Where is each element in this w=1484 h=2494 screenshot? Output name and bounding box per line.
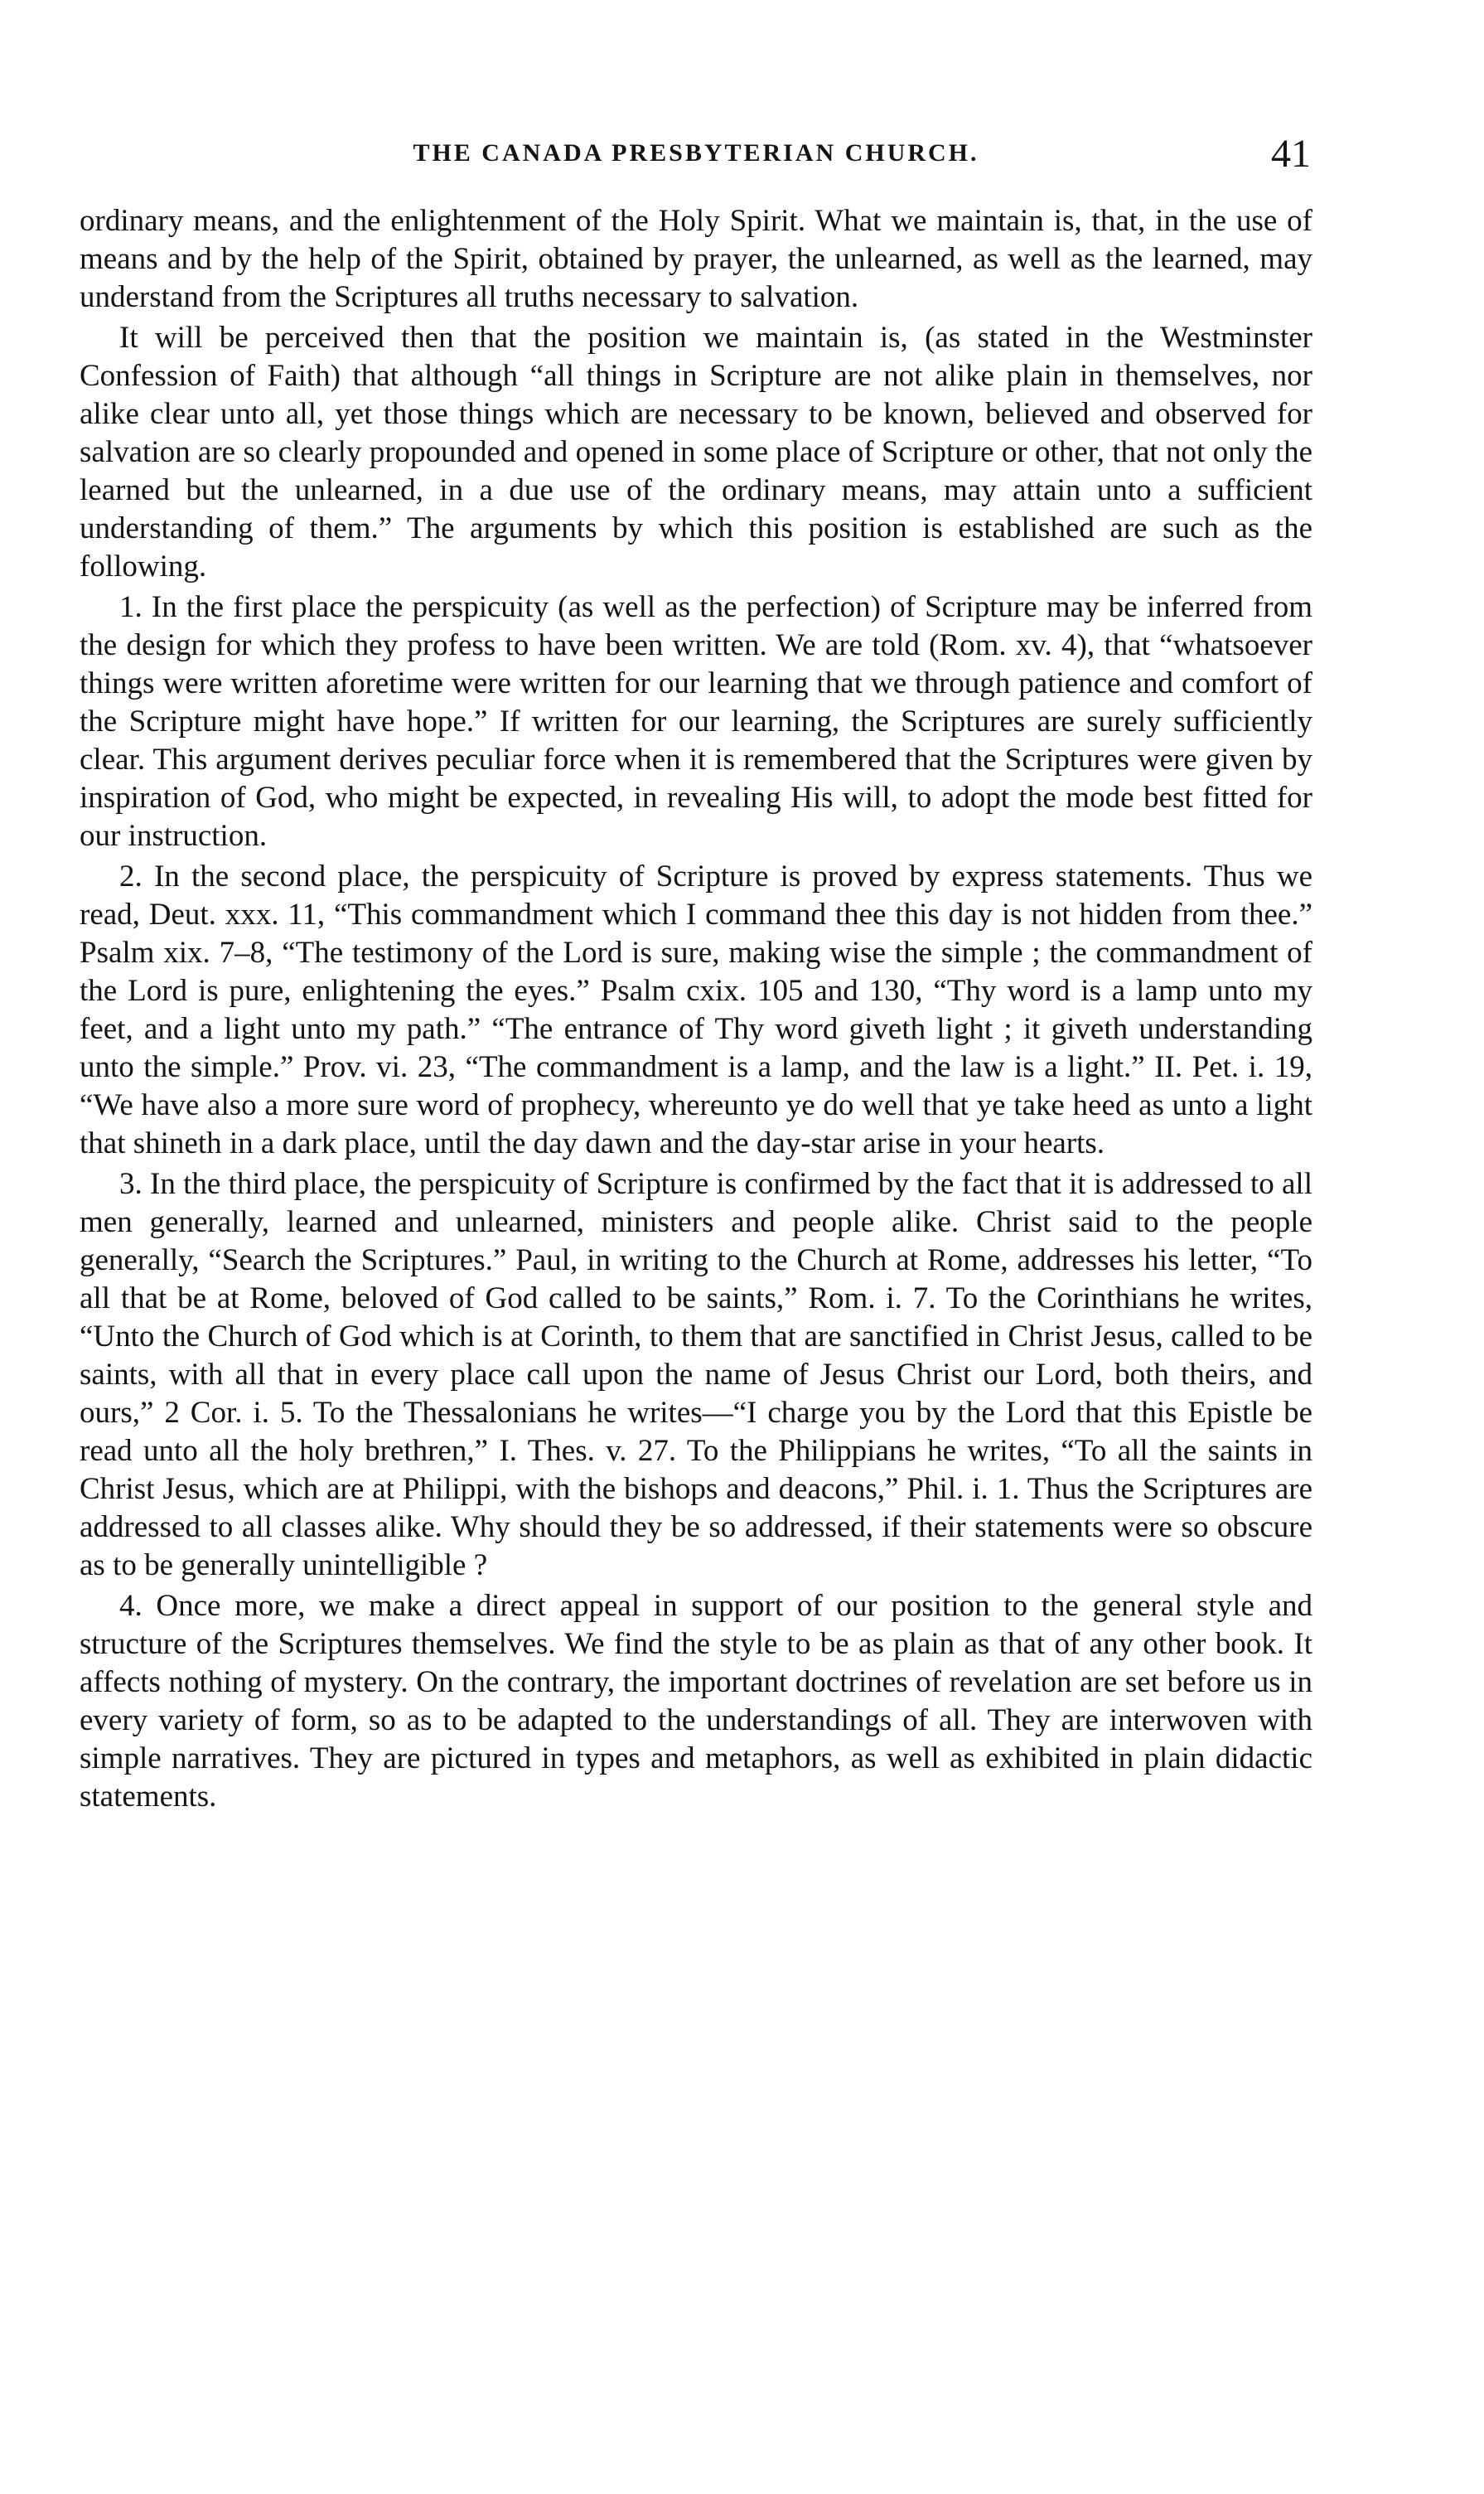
running-header bbox=[80, 124, 1312, 182]
paragraph: 1. In the first place the perspicuity (as well as the perfection) of Scripture may be inferred from the design for which they profess to have been written. We are told (Rom. xv. 4), that “whatsoever things were written aforetime were written for our learning that we through patience and comfort of the Scripture might have hope.” If written for our learning, the Scriptures are surely sufficiently clear. This argument derives peculiar force when it is remembered that the Scriptures were given by inspiration of God, who might be expected, in revealing His will, to adopt the mode best fitted for our instruction. bbox=[80, 590, 1312, 853]
body-text bbox=[80, 202, 1312, 1816]
paragraph: It will be perceived then that the position we maintain is, (as stated in the Westminster Confession of Faith) that although “all things in Scripture are not alike plain in themselves, nor alike clear unto all, yet those things which are necessary to be known, believed and observed for salvation are so clearly propounded and opened in some place of Scripture or other, that not only the learned but the unlearned, in a due use of the ordinary means, may attain unto a sufficient understanding of them.” The arguments by which this position is established are such as the following. bbox=[80, 321, 1312, 584]
paragraph: 2. In the second place, the perspicuity of Scripture is proved by express statements. Thus we read, Deut. xxx. 11, “This commandment which I command thee this day is not hidden from thee.” Psalm xix. 7–8, “The testimony of the Lord is sure, making wise the simple ; the commandment of the Lord is pure, enlightening the eyes.” Psalm cxix. 105 and 130, “Thy word is a lamp unto my feet, and a light unto my path.” “The entrance of Thy word giveth light ; it giveth understanding unto the simple.” Prov. vi. 23, “The commandment is a lamp, and the law is a light.” II. Pet. i. 19, “We have also a more sure word of prophecy, whereunto ye do well that ye take heed as unto a light that shineth in a dark place, until the day dawn and the day-star arise in your hearts. bbox=[80, 860, 1312, 1160]
page-number: 41 bbox=[1271, 132, 1311, 176]
running-title: THE CANADA PRESBYTERIAN CHURCH. bbox=[413, 139, 979, 167]
book-page bbox=[80, 124, 1312, 1816]
paragraph: ordinary means, and the enlightenment of the Holy Spirit. What we maintain is, that, in the use of means and by the help of the Spirit, obtained by prayer, the unlearned, as well as the learned, may understand from the Scriptures all truths necessary to salvation. bbox=[80, 204, 1312, 314]
paragraph: 3. In the third place, the perspicuity of Scripture is confirmed by the fact that it is addressed to all men generally, learned and unlearned, ministers and people alike. Christ said to the people generally, “Search the Scriptures.” Paul, in writing to the Church at Rome, addresses his letter, “To all that be at Rome, beloved of God called to be saints,” Rom. i. 7. To the Corinthians he writes, “Unto the Church of God which is at Corinth, to them that are sanctified in Christ Jesus, called to be saints, with all that in every place call upon the name of Jesus Christ our Lord, both theirs, and ours,” 2 Cor. i. 5. To the Thessalonians he writes—“I charge you by the Lord that this Epistle be read unto all the holy brethren,” I. Thes. v. 27. To the Philippians he writes, “To all the saints in Christ Jesus, which are at Philippi, with the bishops and deacons,” Phil. i. 1. Thus the Scriptures are addressed to all classes alike. Why should they be so addressed, if their statements were so obscure as to be generally unintelligible ? bbox=[80, 1167, 1312, 1582]
paragraph: 4. Once more, we make a direct appeal in support of our position to the general style and structure of the Scriptures themselves. We find the style to be as plain as that of any other book. It affects nothing of mystery. On the contrary, the important doctrines of revelation are set before us in every variety of form, so as to be adapted to the understandings of all. They are interwoven with simple narratives. They are pictured in types and metaphors, as well as exhibited in plain didactic statements. bbox=[80, 1589, 1312, 1814]
